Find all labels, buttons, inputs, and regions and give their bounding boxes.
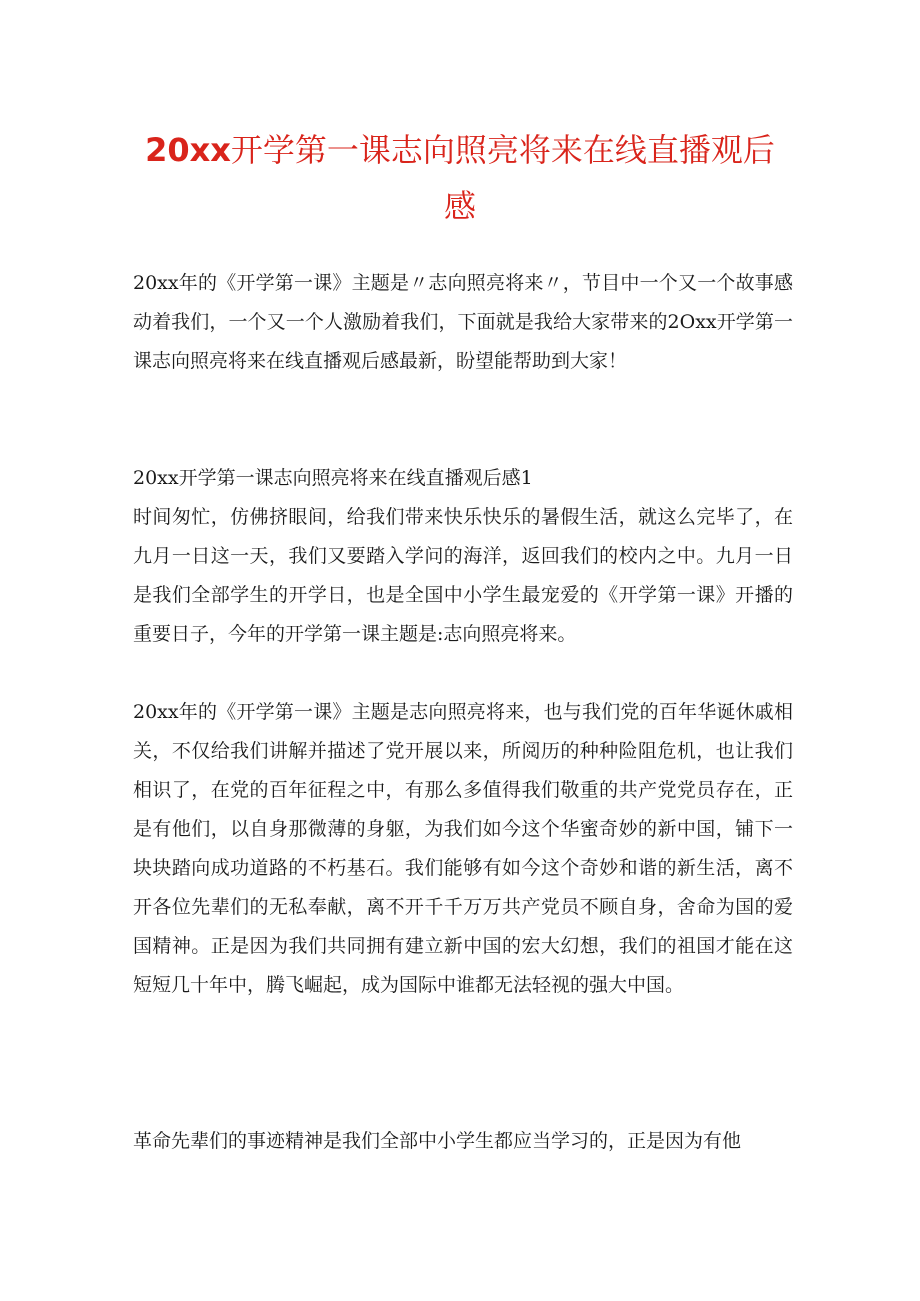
body-paragraph-3: 革命先辈们的事迹精神是我们全部中小学生都应当学习的，正是因为有他 bbox=[133, 1130, 742, 1152]
section-heading: 20xx开学第一课志向照亮将来在线直播观后感1 bbox=[133, 467, 533, 489]
title-year: 20xx bbox=[145, 131, 231, 169]
document-title bbox=[130, 122, 790, 234]
intro-paragraph: 20xx年的《开学第一课》主题是〃志向照亮将来〃，节目中一个又一个故事感动着我们，一个又一个人激励着我们，下面就是我给大家带来的2Oxx开学第一课志向照亮将来在线直播观后感最新，盼望能帮助到大家！ bbox=[133, 272, 793, 372]
body-paragraph-1: 时间匆忙，仿佛挤眼间，给我们带来快乐快乐的暑假生活，就这么完毕了，在九月一日这一天，我们又要踏入学问的海洋，返回我们的校内之中。九月一日是我们全部学生的开学日，也是全国中小学生最宠爱的《开学第一课》开播的重要日子，今年的开学第一课主题是:志向照亮将来。 bbox=[133, 506, 793, 645]
title-text: 开学第一课志向照亮将来在线直播观后感 bbox=[230, 131, 775, 225]
body-paragraph-2: 20xx年的《开学第一课》主题是志向照亮将来，也与我们党的百年华诞休戚相关，不仅给我们讲解并描述了党开展以来，所阅历的种种险阻危机，也让我们相识了，在党的百年征程之中，有那么多值得我们敬重的共产党党员存在，正是有他们，以自身那微薄的身躯，为我们如今这个华蜜奇妙的新中国，铺下一块块踏向成功道路的不朽基石。我们能够有如今这个奇妙和谐的新生活，离不开各位先辈们的无私奉献，离不开千千万万共产党员不顾自身，舍命为国的爱国精神。正是因为我们共同拥有建立新中国的宏大幻想，我们的祖国才能在这短短几十年中，腾飞崛起，成为国际中谁都无法轻视的强大中国。 bbox=[133, 701, 793, 996]
